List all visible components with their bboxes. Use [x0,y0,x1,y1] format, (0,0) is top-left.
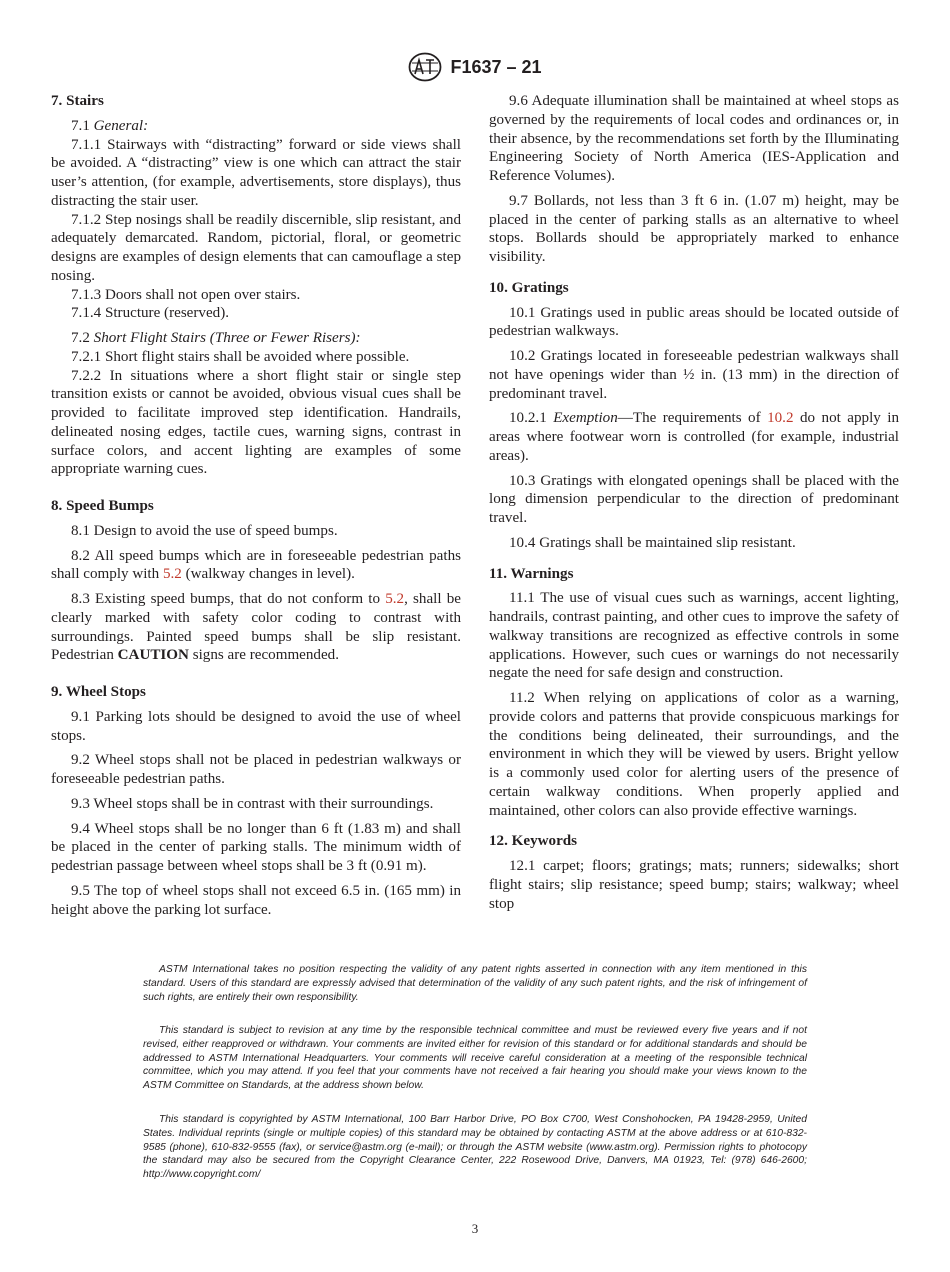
section-11-2: 11.2 When relying on applications of color as a warning, provide colors and patterns that provide conspicuous markings for the conditions being delineated, their surroundings, and the environment in which they will be viewed by users. Bright yellow is a commonly used color for alerting users of the presence of certain walkway conditions. When properly applied and maintained, other colors can also provide effective warnings. [489,690,899,819]
page-number: 3 [471,1221,479,1236]
section-9-6: 9.6 Adequate illumination shall be maintained at wheel stops as governed by the requirements of local codes and ordinances or, in their absence, by the recommendations set forth by the Illuminating Engineering Society of North America (IES-Application and Reference Volumes). [489,93,899,184]
page-header [0,52,950,87]
footer-patent-notice: ASTM International takes no position respecting the validity of any patent rights asserted in connection with any item mentioned in this standard. Users of this standard are expressly advised that determination of the validity of any such patent rights, and the risk of infringement of such rights, are entirely their own responsibility. [143,964,807,1003]
section-10-2: 10.2 Gratings located in foreseeable pedestrian walkways shall not have openings wider than ½ in. (13 mm) in the direction of predominant travel. [489,348,899,402]
section-7-1-1: 7.1.1 Stairways with “distracting” forward or side views shall be avoided. A “distracting” view is one which can attract the stair user’s attention, (for example, advertisements, store displays), thus distracting the stair user. [51,136,461,209]
section-8-3: 8.3 Existing speed bumps, that do not conform to 5.2, shall be clearly marked with safety color coding to contrast with surroundings. Painted speed bumps shall be slip resistant. Pedestrian CAUTION signs are recommended. [51,591,461,664]
section-7-heading: 7. Stairs [51,93,104,109]
section-7-2-1: 7.2.1 Short flight stairs shall be avoided where possible. [71,348,410,365]
section-8-1: 8.1 Design to avoid the use of speed bumps. [71,522,338,539]
section-12-1: 12.1 carpet; floors; gratings; mats; runners; sidewalks; short flight stairs; slip resistance; speed bump; stairs; walkway; wheel stop [489,858,899,912]
section-7-1-3: 7.1.3 Doors shall not open over stairs. [71,286,301,303]
footer-copyright-notice: This standard is copyrighted by ASTM International, 100 Barr Harbor Drive, PO Box C700, West Conshohocken, PA 19428-2959, United States. Individual reprints (single or multiple copies) of this standard may be obtained by contacting ASTM at the above address or at 610-832-9585 (phone), 610-832-9555 (fax), or service@astm.org (e-mail); or through the ASTM website (www.astm.org). Permission rights to photocopy the standard may also be secured from the Copyright Clearance Center, 222 Rosewood Drive, Danvers, MA 01923, Tel: (978) 646-2600; http://www.copyright.com/ [143,1114,807,1181]
section-10-1: 10.1 Gratings used in public areas should be located outside of pedestrian walkways. [489,304,899,340]
section-10-heading: 10. Gratings [489,279,569,296]
section-9-2: 9.2 Wheel stops shall not be placed in pedestrian walkways or foreseeable pedestrian paths. [51,752,461,787]
section-11-heading: 11. Warnings [489,565,574,582]
section-9-4: 9.4 Wheel stops shall be no longer than 6 ft (1.83 m) and shall be placed in the center of parking stalls. The minimum width of pedestrian passage between wheel stops shall be 3 ft (0.91 m). [51,820,461,874]
section-9-1: 9.1 Parking lots should be designed to avoid the use of wheel stops. [51,708,461,744]
section-10-3: 10.3 Gratings with elongated openings shall be placed with the long dimension perpendicular to the direction of predominant travel. [489,472,899,526]
right-column [489,92,899,919]
footer-revision-notice: This standard is subject to revision at any time by the responsible technical committee and must be reviewed every five years and if not revised, either reapproved or withdrawn. Your comments are invited either for revision of this standard or for additional standards and should be addressed to ASTM International Headquarters. Your comments will receive careful consideration at a meeting of the responsible technical committee, which you may attend. If you feel that your comments have not received a fair hearing you should make your views known to the ASTM Committee on Standards, at the address shown below. [143,1025,807,1092]
section-10-2-1: 10.2.1 Exemption—The requirements of 10.2 do not apply in areas where footwear worn is controlled (for example, industrial areas). [489,410,900,464]
section-11-1: 11.1 The use of visual cues such as warnings, accent lighting, handrails, contrast painting, and other cues to improve the safety of walkway transitions are recognized as effective controls in some applications. However, such cues or warnings do not necessarily negate the need for safe design and construction. [489,590,899,682]
document-id: F1637 – 21 [450,56,542,77]
section-8-2: 8.2 All speed bumps which are in foreseeable pedestrian paths shall comply with 5.2 (walkway changes in level). [51,547,461,583]
section-10-4: 10.4 Gratings shall be maintained slip resistant. [509,534,796,551]
ref-link-5-2[interactable]: 5.2 [385,591,405,607]
astm-logo-icon [408,52,442,82]
section-7-2-2: 7.2.2 In situations where a short flight stair or single step transition exists or cannot be avoided, obvious visual cues shall be provided to facilitate improved step identification. Handrails, delineated nosing edges, tactile cues, warning signs, contrast in surface colors, and accent lighting are examples of some appropriate warning cues. [51,367,461,478]
section-9-3: 9.3 Wheel stops shall be in contrast with their surroundings. [71,795,434,812]
section-7-1-4: 7.1.4 Structure (reserved). [71,305,230,322]
section-9-7: 9.7 Bollards, not less than 3 ft 6 in. (1.07 m) height, may be placed in the center of parking stalls as an alternative to wheel stops. Bollards should be appropriately marked to enhance visibility. [489,192,899,265]
section-12-heading: 12. Keywords [489,833,578,850]
section-9-heading: 9. Wheel Stops [51,684,146,700]
ref-link-10-2[interactable]: 10.2 [767,410,794,427]
left-column [51,92,461,925]
section-9-5: 9.5 The top of wheel stops shall not exceed 6.5 in. (165 mm) in height above the parking lot surface. [51,882,461,918]
section-8-heading: 8. Speed Bumps [51,498,154,514]
section-7-1: 7.1 General: [71,117,149,134]
ref-link-5-2[interactable]: 5.2 [162,566,182,583]
section-7-2: 7.2 Short Flight Stairs (Three or Fewer Risers): [71,330,361,346]
section-7-1-2: 7.1.2 Step nosings shall be readily discernible, slip resistant, and adequately demarcated. Random, pictorial, floral, or geometric designs are examples of design elements that can camouflage a step nosing. [51,211,461,284]
